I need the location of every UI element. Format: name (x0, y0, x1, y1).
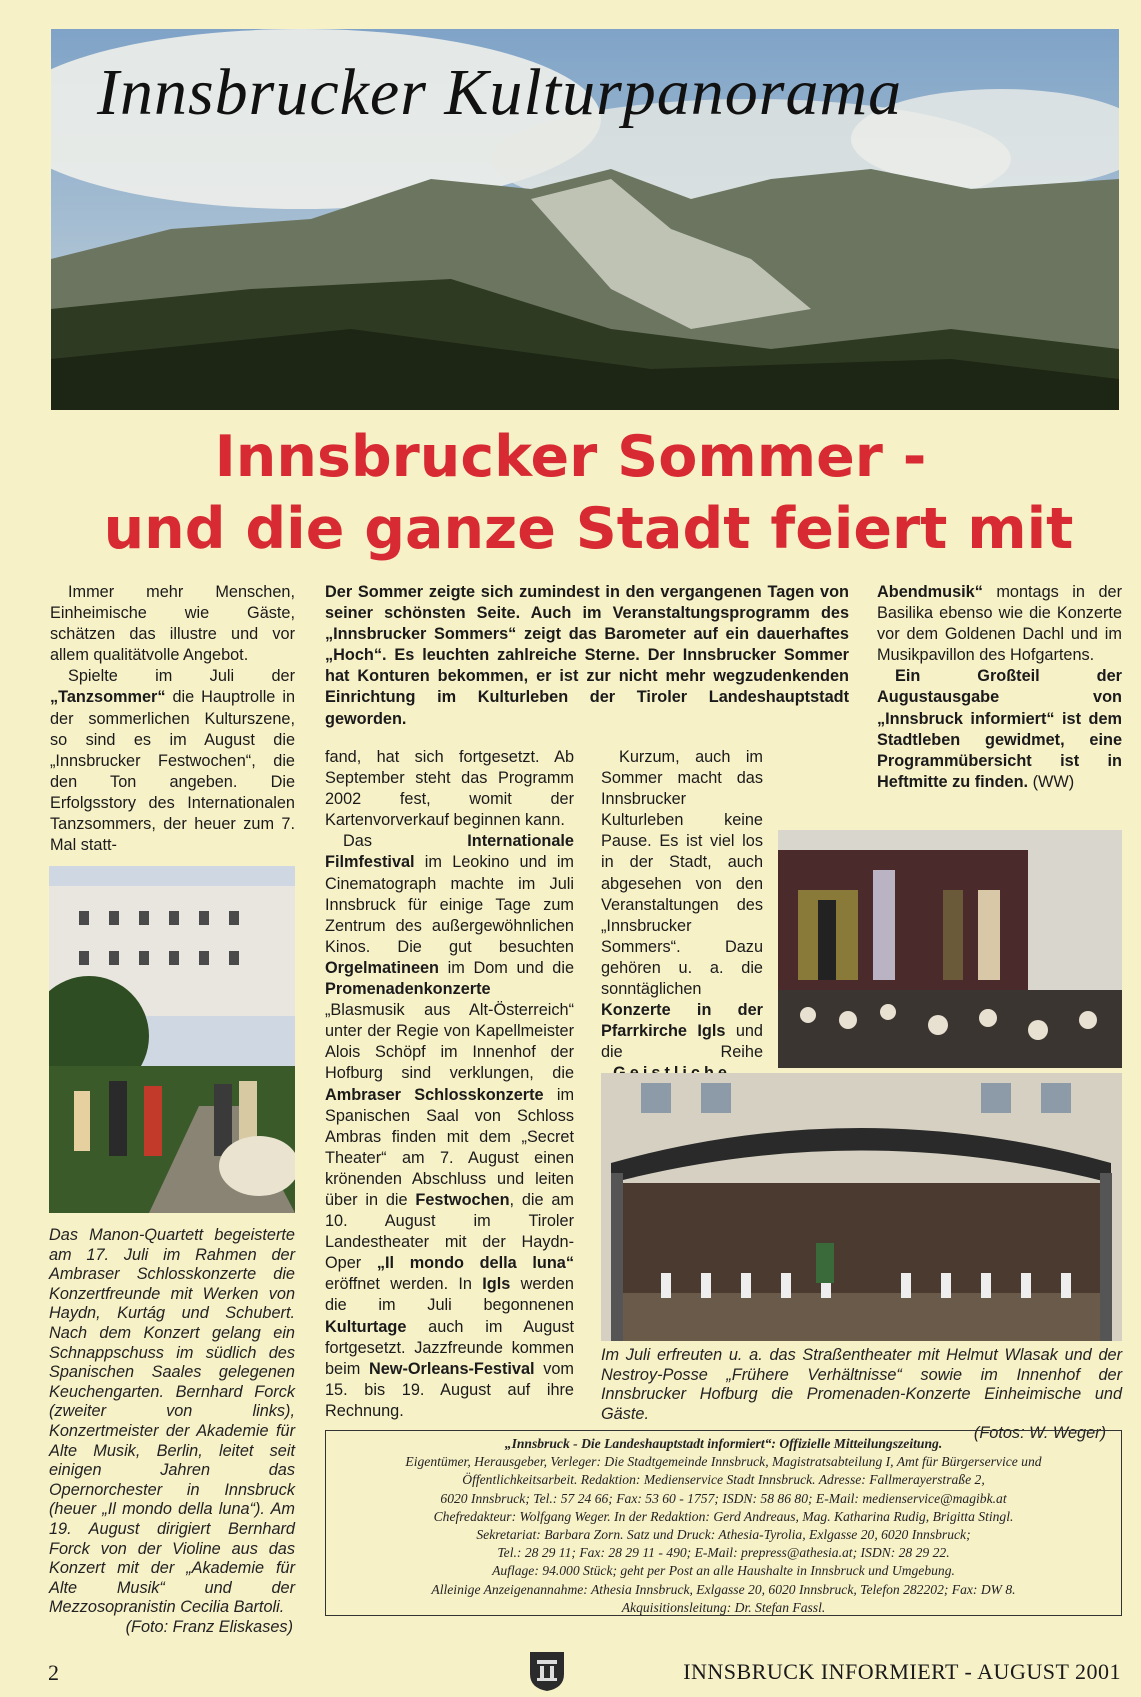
imprint-line: Alleinige Anzeigenannahme: Athesia Innsbruck, Exlgasse 20, 6020 Innsbruck, Telefon 282202; Fax: DW 8. (431, 1581, 1016, 1597)
street-theater-photo (778, 830, 1122, 1068)
paragraph: Kurzum, auch im Sommer macht das Innsbrucker Kulturleben keine Pause. Es ist viel los in der Stadt, auch abgesehen von den Veranstaltungen des „Innsbrucker Sommers“. Dazu gehören u. a. die sonntäglichen Konzerte in der Pfarrkirche Igls und die Reihe (601, 748, 763, 1062)
paragraph: Immer mehr Menschen, Einheimische wie Gäste, schätzen das illustre und vor allem qualitätvolle Angebot. (50, 583, 295, 665)
column-1-text (50, 582, 295, 856)
text-run: die Hauptrolle in der sommerlichen Kulturszene, so sind es im August die „Innsbrucker Festwochen“, die den Ton angeben. Die Erfolgsstory des Internationalen Tanzsommers, der heuer zum 7. Mal statt- (50, 688, 295, 855)
caption-text: Im Juli erfreuten u. a. das Straßentheater mit Helmut Wlasak und der Nestroy-Posse „Frühere Verhältnisse“ sowie im Innenhof der Innsbrucker Hofburg die Promenaden-Konzerte Einheimische und Gäste. (601, 1346, 1122, 1423)
promenade-concert-photo (601, 1073, 1122, 1341)
page-number: 2 (48, 1660, 59, 1685)
banner-title: Innsbrucker Kulturpanorama (97, 56, 903, 129)
city-crest-icon (528, 1650, 566, 1692)
caption-text: Das Manon-Quartett begeisterte am 17. Juli im Rahmen der Ambraser Schlosskonzerte die Konzertfreunde mit Werken von Haydn, Kurtág und Schubert. Nach dem Konzert gelang ein Schnappschuss im südlich des Spanischen Saales gelegenen Keuchengarten. Bernhard Forck (zweiter von links), Konzertmeister der Akademie für Alte Musik, Berlin, leitet seit einigen Jahren das Opernorchester in Innsbruck (heuer „Il mondo della luna“). Am 19. August dirigiert Bernhard Forck von der Violine aus das Konzert mit der „Akademie für Alte Musik“ und der Mezzosopranistin Cecilia Bartoli. (49, 1226, 295, 1617)
imprint-line: Tel.: 28 29 11; Fax: 28 29 11 - 490; E-Mail: prepress@athesia.at; ISDN: 28 29 22. (497, 1545, 950, 1561)
paragraph (50, 666, 295, 856)
imprint-line: Akquisitionsleitung: Dr. Stefan Fassl. (621, 1599, 826, 1615)
imprint-box (325, 1430, 1122, 1616)
imprint-line: Eigentümer, Herausgeber, Verleger: Die Stadtgemeinde Innsbruck, Magistratsabteilung I, Amt für Bürgerservice und (405, 1454, 1042, 1470)
paragraph: Abendmusik“ montags in der Basilika ebenso wie die Konzerte vor dem Goldenen Dachl und im Musikpavillon des Hofgartens. (877, 583, 1122, 665)
headline-line-2: und die ganze Stadt feiert mit (103, 496, 1074, 562)
imprint-line: Chefredakteur: Wolfgang Weger. In der Redaktion: Gerd Andreaus, Mag. Katharina Rudig, Brigitta Stingl. (433, 1508, 1014, 1524)
paragraph: fand, hat sich fortgesetzt. Ab September steht das Programm 2002 fest, womit der Kartenvorverkauf beginnen kann. (325, 748, 574, 830)
photo-credit: (Foto: Franz Eliskases) (125, 1617, 293, 1636)
imprint-line: Öffentlichkeitsarbeit. Redaktion: Medienservice Stadt Innsbruck. Adresse: Fallmerayerstraße 2, (462, 1472, 985, 1488)
column-4-text (877, 582, 1122, 793)
photo-credit: (Fotos: W. Weger) (973, 1424, 1106, 1443)
paragraph: Das Internationale Filmfestival im Leokino und im Cinematograph machte im Juli Innsbruck für einige Tage zum Zentrum des außergewöhnlichen Kinos. Die gut besuchten Orgelmatineen im Dom und die Promenadenkonzerte „Blasmusik aus Alt-Österreich“ unter der Regie von Kapellmeister Alois Schöpf im Innenhof der Hofburg sind verklungen, die Ambraser Schlosskonzerte im Spanischen Saal von Schloss Ambras finden mit dem „Secret Theater“ am 7. August einen krönenden Abschluss und leiten über in die Festwochen, die am 10. August im Tiroler Landestheater mit der Haydn-Oper „Il mondo della luna“ eröffnet werden. In Igls werden die im Juli begonnenen Kulturtage auch im August fortgesetzt. Jazzfreunde kommen beim New-Orleans-Festival vom 15. bis 19. August auf ihre Rechnung. (325, 832, 575, 1420)
quartet-photo (49, 866, 295, 1213)
column-2-text (325, 747, 574, 1422)
publication-footer-title: INNSBRUCK INFORMIERT - AUGUST 2001 (683, 1659, 1121, 1684)
text-run: Spielte im Juli der (68, 667, 295, 686)
mountain-banner-photo (51, 29, 1119, 410)
imprint-line: Sekretariat: Barbara Zorn. Satz und Druck: Athesia-Tyrolia, Exlgasse 20, 6020 Innsbruck; (476, 1527, 971, 1543)
imprint-line: 6020 Innsbruck; Tel.: 57 24 66; Fax: 53 60 - 1757; ISDN: 58 86 80; E-Mail: medienservice@magibk.at (440, 1490, 1007, 1506)
column-3-text (601, 747, 763, 1085)
photo-caption-left (49, 1226, 295, 1637)
imprint-title: „Innsbruck - Die Landeshauptstadt informiert“: Offizielle Mitteilungszeitung. (504, 1436, 943, 1451)
imprint-line: Auflage: 94.000 Stück; geht per Post an alle Haushalte in Innsbruck und Umgebung. (492, 1563, 955, 1579)
paragraph: Ein Großteil der Augustausgabe von „Innsbruck informiert“ ist dem Stadtleben gewidmet, eine Programmübersicht ist in Heftmitte zu finden. (WW) (877, 667, 1122, 791)
lead-paragraph: Der Sommer zeigte sich zumindest in den vergangenen Tagen von seiner schönsten Seite. Auch im Veranstaltungsprogramm des „Innsbrucker Sommers“ zeigt das Barometer auf ein dauerhaftes „Hoch“. Es leuchten zahlreiche Sterne. Der Innsbrucker Sommer hat Konturen bekommen, er ist zur nicht mehr wegzudenkenden Einrichtung im Kulturleben der Tiroler Landeshauptstadt geworden. (325, 583, 849, 728)
headline-line-1: Innsbrucker Sommer - (214, 424, 927, 490)
bold-term: „Tanzsommer“ (50, 688, 166, 707)
